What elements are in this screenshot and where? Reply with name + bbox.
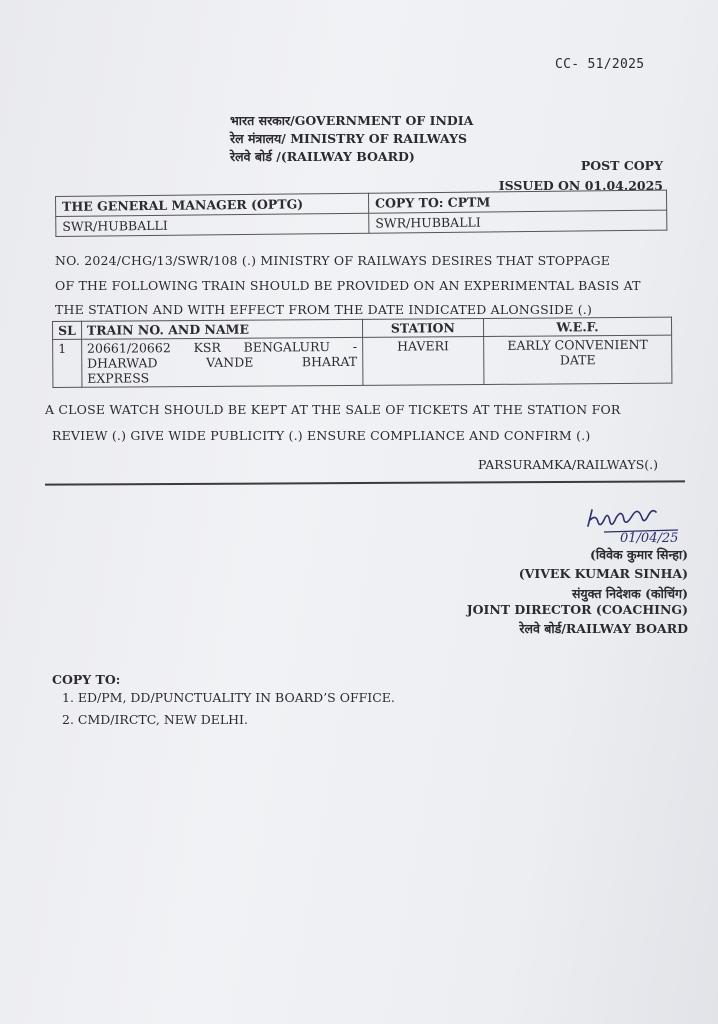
- header-government: भारत सरकार/GOVERNMENT OF INDIA: [230, 113, 474, 128]
- address-table: [55, 190, 667, 237]
- signatory-name: (VIVEK KUMAR SINHA): [518, 566, 688, 581]
- signatory-name-hindi: (विवेक कुमार सिन्हा): [590, 547, 688, 562]
- body-line: THE STATION AND WITH EFFECT FROM THE DATE INDICATED ALONGSIDE (.): [55, 302, 593, 317]
- reference-number: CC- 51/2025: [555, 57, 645, 72]
- train-table: [52, 317, 672, 388]
- row-wef: [483, 335, 672, 384]
- copy-to-title: COPY TO: CPTM: [368, 190, 666, 213]
- row-station: HAVERI: [362, 336, 483, 385]
- row-train: [81, 337, 362, 387]
- issued-date: ISSUED ON 01.04.2025: [498, 178, 663, 193]
- post-copy-label: POST COPY: [580, 158, 663, 173]
- signatory-designation-hindi: संयुक्त निदेशक (कोचिंग): [571, 586, 688, 601]
- row-sl: 1: [53, 339, 82, 387]
- header-wef: W.E.F.: [483, 317, 671, 336]
- header-ministry: रेल मंत्रालय/ MINISTRY OF RAILWAYS: [230, 131, 468, 146]
- header-sl: SL: [53, 321, 82, 339]
- body-line: NO. 2024/CHG/13/SWR/108 (.) MINISTRY OF RAILWAYS DESIRES THAT STOPPAGE: [55, 253, 611, 268]
- table-row: [53, 335, 672, 387]
- divider-line: [45, 480, 685, 485]
- handwritten-signature: [582, 496, 707, 544]
- signature-date: 01/04/25: [620, 531, 679, 544]
- closing-line: REVIEW (.) GIVE WIDE PUBLICITY (.) ENSURE COMPLIANCE AND CONFIRM (.): [52, 428, 591, 443]
- copy-to-heading: COPY TO:: [52, 672, 121, 687]
- telegraphic-signature: PARSURAMKA/RAILWAYS(.): [478, 457, 658, 472]
- list-item: 2. CMD/IRCTC, NEW DELHI.: [62, 712, 248, 727]
- signatory-organization: रेलवे बोर्ड/RAILWAY BOARD: [519, 621, 688, 636]
- closing-line: A CLOSE WATCH SHOULD BE KEPT AT THE SALE OF TICKETS AT THE STATION FOR: [45, 402, 621, 417]
- list-item: 1. ED/PM, DD/PUNCTUALITY IN BOARD’S OFFICE.: [62, 690, 395, 705]
- copy-to-location: SWR/HUBBALLI: [369, 210, 667, 233]
- train-name-line: 20661/20662 KSR BENGALURU -: [86, 338, 358, 356]
- header-board: रेलवे बोर्ड /(RAILWAY BOARD): [230, 149, 415, 164]
- addressee-title: THE GENERAL MANAGER (OPTG): [56, 193, 369, 216]
- header-station: STATION: [362, 318, 483, 337]
- wef-line: DATE: [559, 352, 596, 368]
- wef-line: EARLY CONVENIENT: [507, 336, 648, 353]
- train-name-line: EXPRESS: [87, 370, 150, 386]
- train-name-line: DHARWAD VANDE BHARAT: [87, 353, 358, 371]
- body-line: OF THE FOLLOWING TRAIN SHOULD BE PROVIDED ON AN EXPERIMENTAL BASIS AT: [55, 278, 641, 293]
- signatory-designation: JOINT DIRECTOR (COACHING): [466, 602, 688, 617]
- addressee-location: SWR/HUBBALLI: [56, 213, 369, 236]
- header-train: TRAIN NO. AND NAME: [81, 319, 362, 339]
